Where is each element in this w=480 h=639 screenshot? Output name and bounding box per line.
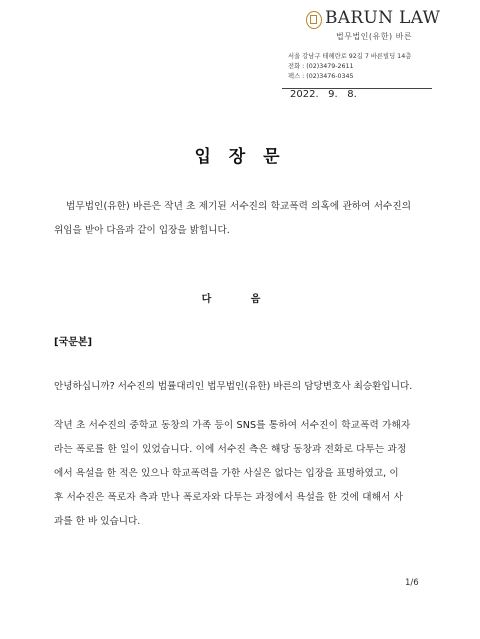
logo-text: BARUN LAW bbox=[325, 8, 441, 28]
intro-line-2: 위임을 받아 다음과 같이 입장을 밝힙니다. bbox=[54, 225, 230, 236]
body-line-5: 과를 한 바 있습니다. bbox=[54, 516, 141, 527]
firm-logo bbox=[306, 8, 441, 44]
section-heading: 다 음 bbox=[201, 294, 279, 305]
page-number: 1/6 bbox=[405, 578, 419, 588]
fax-line: 팩스 : (02)3476-0345 bbox=[288, 73, 354, 80]
body-line-3: 에서 욕설을 한 적은 있으나 학교폭력을 가한 사실은 없다는 입장을 표명하였고, 이 bbox=[54, 468, 399, 479]
body-line-2: 라는 폭로를 한 일이 있었습니다. 이에 서수진 측은 해당 동창과 전화로 다투는 과정 bbox=[54, 444, 407, 455]
firm-address bbox=[288, 52, 411, 82]
body-line-4: 후 서수진은 폭로자 측과 만나 폭로자와 다투는 과정에서 욕설을 한 것에 대해서 사 bbox=[54, 492, 404, 503]
greeting-line: 안녕하십니까? 서수진의 법률대리인 법무법인(유한) 바른의 담당변호사 최승환입니다. bbox=[54, 381, 413, 392]
phone-line: 전화 : (02)3479-2611 bbox=[288, 63, 354, 70]
document-date: 2022. 9. 8. bbox=[290, 89, 357, 100]
intro-line-1: 법무법인(유한) 바른은 작년 초 제기된 서수진의 학교폭력 의혹에 관하여 서수진의 bbox=[66, 201, 412, 212]
document-title: 입 장 문 bbox=[194, 147, 286, 167]
address-line: 서울 강남구 테헤란로 92길 7 바른빌딩 14층 bbox=[288, 53, 412, 60]
logo-subtitle: 법무법인(유한) 바른 bbox=[336, 32, 413, 41]
section-label: [국문본] bbox=[54, 337, 93, 348]
barun-law-emblem-icon bbox=[306, 11, 322, 29]
body-line-1: 작년 초 서수진의 중학교 동창의 가족 등이 SNS를 통하여 서수진이 학교폭력 가해자 bbox=[54, 420, 411, 431]
